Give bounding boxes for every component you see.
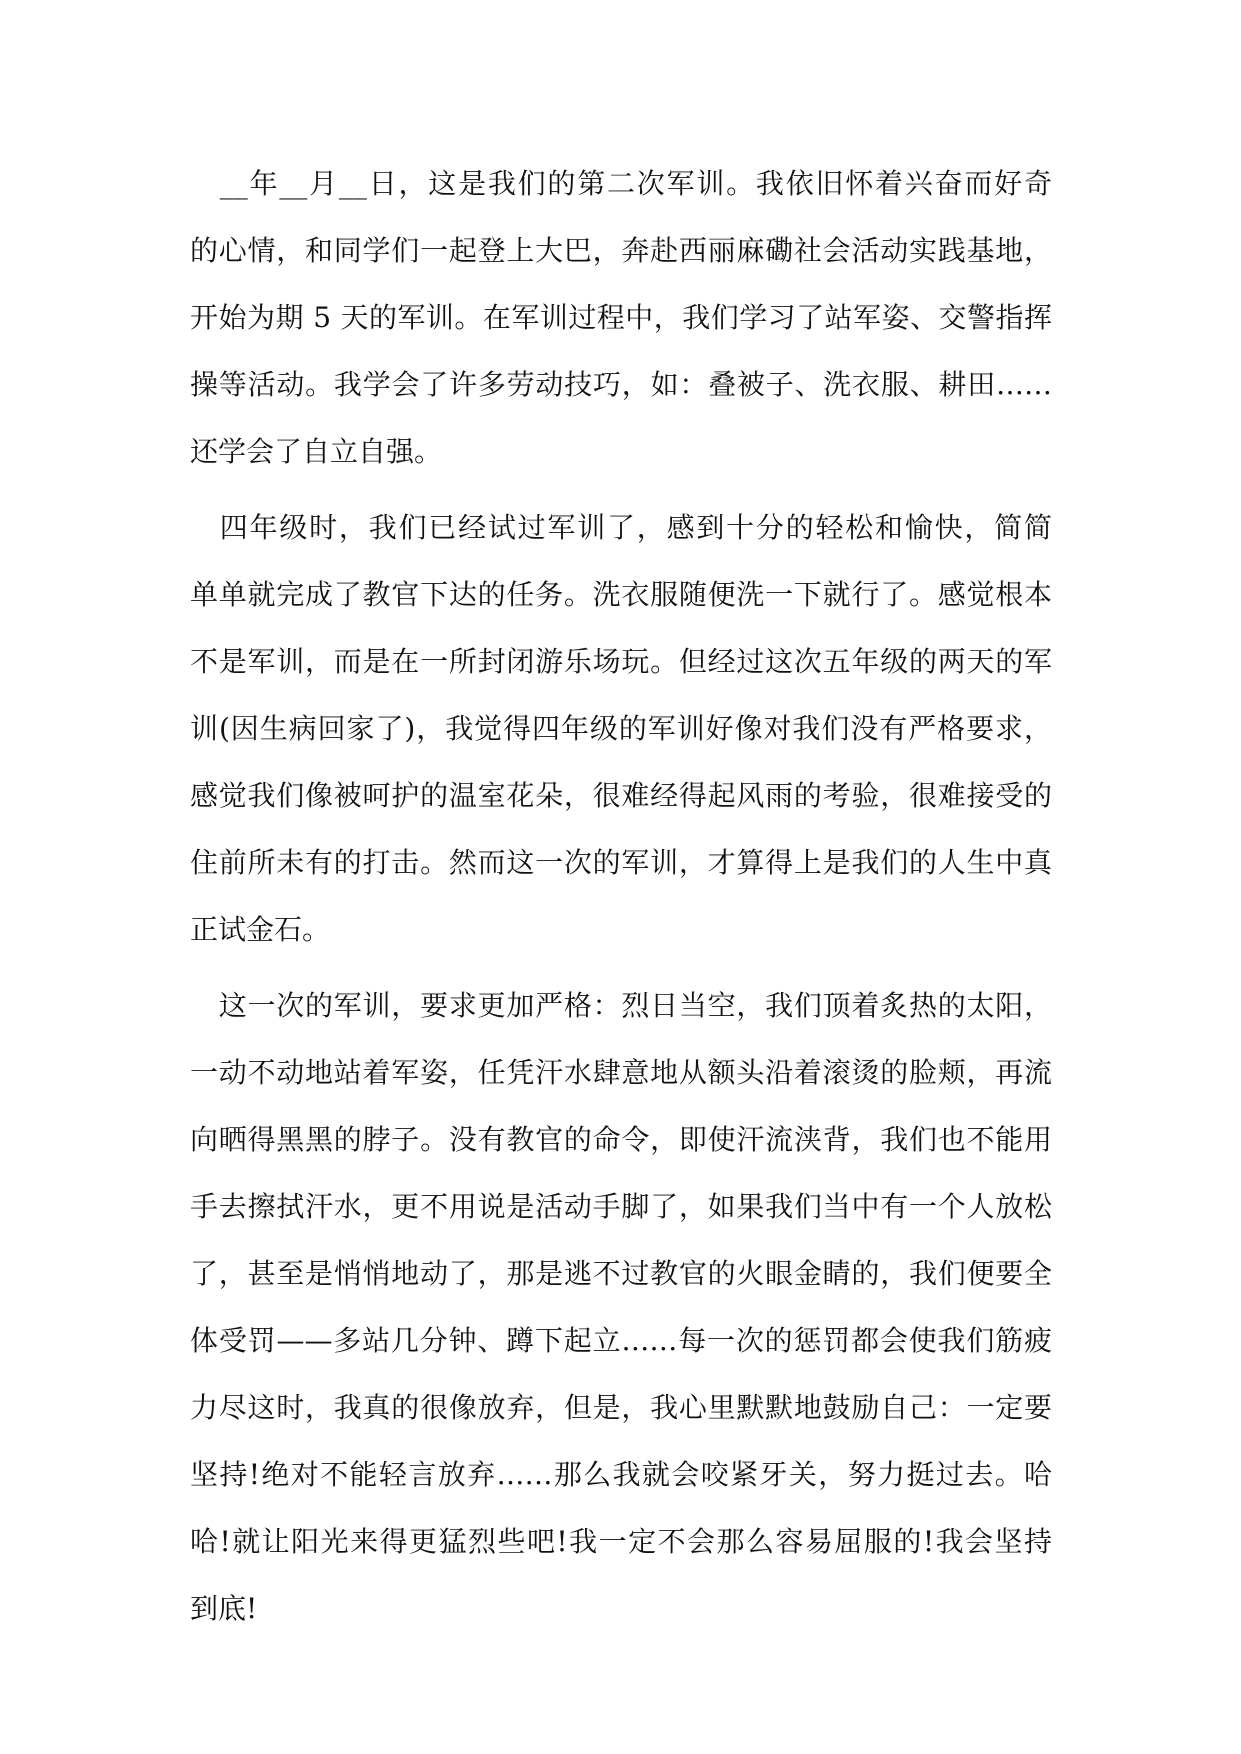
- text-line: 这一次的军训，要求更加严格：烈日当空，我们顶着炙热的太阳，: [190, 989, 1052, 1022]
- text-line: 感觉我们像被呵护的温室花朵，很难经得起风雨的考验，很难接受的: [190, 779, 1052, 812]
- text-line: 训(因生病回家了)，我觉得四年级的军训好像对我们没有严格要求，: [190, 712, 1052, 745]
- text-line: 向晒得黑黑的脖子。没有教官的命令，即使汗流浃背，我们也不能用: [190, 1123, 1052, 1156]
- text-line: 住前所未有的打击。然而这一次的军训，才算得上是我们的人生中真: [190, 846, 1052, 879]
- text-line: 不是军训，而是在一所封闭游乐场玩。但经过这次五年级的两天的军: [190, 645, 1052, 678]
- paragraph-3: [190, 972, 1052, 1642]
- text-line: 还学会了自立自强。: [190, 435, 443, 468]
- text-line: 正试金石。: [190, 913, 331, 946]
- text-line: 到底!: [190, 1592, 258, 1625]
- text-line: 单单就完成了教官下达的任务。洗衣服随便洗一下就行了。感觉根本: [190, 578, 1052, 611]
- text-line: 手去擦拭汗水，更不用说是活动手脚了，如果我们当中有一个人放松: [190, 1190, 1052, 1223]
- text-line: 的心情，和同学们一起登上大巴，奔赴西丽麻磡社会活动实践基地，: [190, 234, 1052, 267]
- paragraph-2: [190, 494, 1052, 963]
- text-line: 哈!就让阳光来得更猛烈些吧!我一定不会那么容易屈服的!我会坚持: [190, 1525, 1052, 1558]
- text-line: 一动不动地站着军姿，任凭汗水肆意地从额头沿着滚烫的脸颊，再流: [190, 1056, 1052, 1089]
- text-line: __年__月__日，这是我们的第二次军训。我依旧怀着兴奋而好奇: [190, 167, 1052, 200]
- text-line: 了，甚至是悄悄地动了，那是逃不过教官的火眼金睛的，我们便要全: [190, 1257, 1052, 1290]
- text-line: 操等活动。我学会了许多劳动技巧，如：叠被子、洗衣服、耕田……: [190, 368, 1052, 401]
- text-line: 开始为期 5 天的军训。在军训过程中，我们学习了站军姿、交警指挥: [190, 301, 1052, 334]
- paragraph-1: [190, 150, 1052, 485]
- text-line: 力尽这时，我真的很像放弃，但是，我心里默默地鼓励自己：一定要: [190, 1391, 1052, 1424]
- document-page: [190, 150, 1052, 1651]
- text-line: 体受罚——多站几分钟、蹲下起立……每一次的惩罚都会使我们筋疲: [190, 1324, 1052, 1357]
- text-line: 坚持!绝对不能轻言放弃……那么我就会咬紧牙关，努力挺过去。哈: [190, 1458, 1052, 1491]
- text-line: 四年级时，我们已经试过军训了，感到十分的轻松和愉快，简简: [190, 511, 1052, 544]
